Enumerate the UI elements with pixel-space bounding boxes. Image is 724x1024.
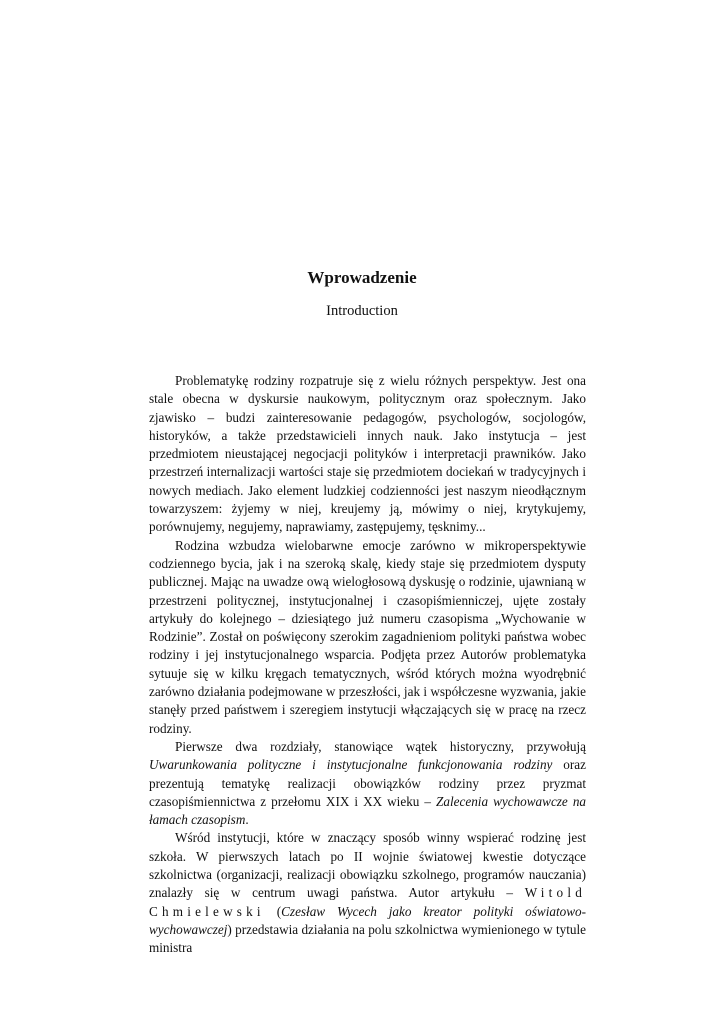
paragraph-4-text: (: [264, 903, 282, 919]
paragraph-1: Problematykę rodziny rozpatruje się z wielu różnych perspektyw. Jest ona stale obecna w dyskursie naukowym, politycznym oraz społecznym. Jako zjawisko – budzi zainteresowanie pedagogów, psychologów, socjologów, historyków, a także przedstawicieli innych nauk. Jako instytucja – jest przedmiotem nieustającej negocjacji polityków i interpretacji prawników. Jako przestrzeń internalizacji wartości staje się przedmiotem dociekań w tradycyjnych i nowych mediach. Jako element ludzkiej codzienności jest naszym nieodłącznym towarzyszem: żyjemy w niej, kreujemy ją, mówimy o niej, krytykujemy, porównujemy, negujemy, naprawiamy, zastępujemy, tęsknimy...: [149, 373, 586, 535]
body-text: [149, 372, 586, 958]
paragraph-3-text: oraz prezentują tematykę realizacji obowiązków rodziny przez pryzmat czasopiśmiennictwa z przełomu XIX i XX wieku –: [149, 757, 586, 809]
page-subtitle: Introduction: [326, 303, 398, 319]
article-title: Czesław Wycech jako kreator polityki oświatowo-wychowawczej: [149, 903, 586, 937]
paragraph-4-text: Wśród instytucji, które w znaczący sposób winny wspierać rodzinę jest szkoła. W pierwszych latach po II wojnie światowej kwestie dotyczące szkolnictwa (organizacji, realizacji obowiązku szkolnego, programów nauczania) znalazły się w centrum uwagi państwa. Autor artykułu –: [149, 830, 586, 901]
paragraph-4-text: ) przedstawia działania na polu szkolnictwa wymienionego w tytule ministra: [149, 921, 586, 956]
paragraph-3: [149, 738, 586, 829]
author-name: Witold Chmielewski: [149, 885, 586, 919]
paragraph-3-text: .: [245, 812, 249, 828]
paragraph-3-title-2: Zalecenia wychowawcze na łamach czasopism: [149, 793, 587, 828]
paragraph-2: Rodzina wzbudza wielobarwne emocje zarówno w mikroperspektywie codziennego bycia, jak i na szeroką skalę, kiedy staje się przedmiotem dysputy publicznej. Mając na uwadze ową wielogłosową dyskusję o rodzinie, ujawnianą w przestrzeni politycznej, instytucjonalnej i czasopiśmienniczej, ujęte zostały artykuły do kolejnego – dziesiątego już numeru czasopisma „Wychowanie w Rodzinie”. Został on poświęcony szerokim zagadnieniom polityki państwa wobec rodziny i jej instytucjonalnego wsparcia. Podjęta przez Autorów problematyka sytuuje się w kilku kręgach tematycznych, wśród których można wyodrębnić zarówno działania podejmowane w przeszłości, jak i współczesne wyzwania, jakie stanęły przed państwem i szeregiem instytucji włączających się w pracę na rzecz rodziny.: [149, 537, 586, 736]
paragraph-3-text: Pierwsze dwa rozdziały, stanowiące wątek historyczny, przywołują: [175, 738, 586, 754]
paragraph-4: [149, 829, 586, 957]
page-title: Wprowadzenie: [307, 268, 417, 287]
paragraph-3-title-1: Uwarunkowania polityczne i instytucjonalne funkcjonowania rodziny: [149, 757, 553, 773]
